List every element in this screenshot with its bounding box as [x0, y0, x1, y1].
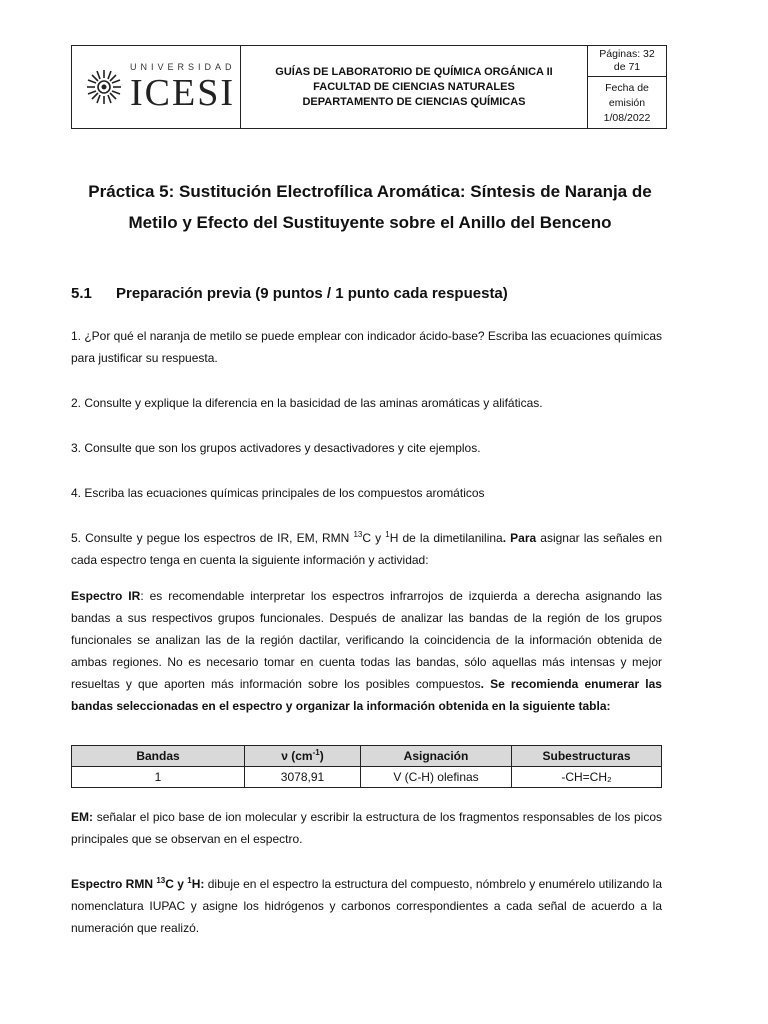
em-paragraph: [71, 806, 662, 850]
document-header: [71, 45, 667, 129]
ir-bold-end: . Se recomienda enumerar las bandas seleccionadas en el espectro y organizar la información obtenida en la siguiente tabla:: [71, 677, 662, 713]
question-4: 4. Escriba las ecuaciones químicas principales de los compuestos aromáticos: [71, 486, 485, 500]
header-meta: [588, 46, 666, 128]
cell-bandas: 1: [72, 767, 245, 788]
q5-text-c: H de la dimetilanilina: [389, 531, 503, 545]
ir-paragraph: [71, 585, 662, 717]
question-3: 3. Consulte que son los grupos activadores y desactivadores y cite ejemplos.: [71, 441, 481, 455]
table-header-row: [72, 746, 662, 767]
university-logo: [72, 46, 241, 128]
ir-text: : es recomendable interpretar los espectros infrarrojos de izquierda a derecha asignando las bandas a sus respectivos grupos funcionales. Después de analizar las bandas de la región de los grupos funcionales se analizan las de la región dactilar, verificando la coincidencia de la información obtenida de ambas regiones. No es necesario tomar en cuenta todas las bandas, sólo aquellas más intensas y mejor resueltas y que aporten más información sobre los posibles compuestos: [71, 589, 663, 691]
section-title: Preparación previa (9 puntos / 1 punto cada respuesta): [116, 285, 508, 302]
rmn-text: dibuje en el espectro la estructura del compuesto, nómbrelo y enumérelo utilizando la nomenclatura IUPAC y asigne los hidrógenos y carbonos correspondientes a cada señal de acuerdo a la numeración que realizó.: [71, 877, 662, 935]
rmn-label-c: H:: [191, 877, 205, 891]
page-count-cell: [588, 46, 666, 77]
logo-icesi-text: ICESI: [130, 71, 235, 114]
rmn-sup-1: 1: [187, 876, 192, 885]
col-subestructuras: Subestructuras: [512, 746, 662, 767]
rmn-label-b: C y: [165, 877, 188, 891]
rmn-label-a: Espectro RMN: [71, 877, 157, 891]
title-line-2: Metilo y Efecto del Sustituyente sobre el Anillo del Benceno: [128, 213, 612, 232]
question-2: 2. Consulte y explique la diferencia en la basicidad de las aminas aromáticas y alifáticas.: [71, 396, 543, 410]
practice-title: [60, 176, 680, 238]
pages-label: Páginas: 32: [599, 48, 655, 60]
q5-text-b: C y: [362, 531, 386, 545]
section-heading: [71, 285, 508, 302]
q5-sup-13: 13: [353, 530, 363, 539]
col-nu-text: ν (cm: [281, 749, 313, 763]
col-nu: [245, 746, 361, 767]
q5-sup-1: 1: [385, 530, 390, 539]
date-label-1: Fecha de: [605, 82, 649, 94]
header-department: DEPARTAMENTO DE CIENCIAS QUÍMICAS: [302, 95, 526, 108]
date-label-2: emisión: [608, 97, 646, 109]
ir-bands-table: [71, 745, 662, 788]
q5-bold: . Para: [502, 531, 537, 545]
rmn-paragraph: [71, 873, 662, 939]
cell-subestructuras: -CH=CH₂: [512, 767, 662, 788]
cell-asignacion: V (C-H) olefinas: [361, 767, 512, 788]
title-line-1: Práctica 5: Sustitución Electrofílica Aromática: Síntesis de Naranja de: [88, 182, 652, 201]
question-5: [71, 527, 662, 571]
table-row: [72, 767, 662, 788]
section-number: 5.1: [71, 285, 92, 302]
cell-nu: 3078,91: [245, 767, 361, 788]
pages-total: de 71: [613, 61, 641, 73]
q5-text-d: asignar las señales en cada espectro tenga en cuenta la siguiente información y actividad:: [71, 531, 662, 567]
logo-university-text: UNIVERSIDAD: [130, 61, 236, 72]
em-label: EM:: [71, 810, 93, 824]
em-text: señalar el pico base de ion molecular y escribir la estructura de los fragmentos responsables de los picos principales que se observan en el espectro.: [71, 810, 662, 846]
header-titles: [241, 46, 588, 128]
col-nu-close: ): [319, 749, 324, 763]
question-1: 1. ¿Por qué el naranja de metilo se puede emplear con indicador ácido-base? Escriba las ecuaciones químicas para justificar su respuesta.: [71, 329, 663, 365]
header-faculty: FACULTAD DE CIENCIAS NATURALES: [313, 80, 515, 93]
issue-date: 1/08/2022: [603, 112, 651, 124]
rmn-label: [71, 877, 204, 891]
issue-date-cell: [588, 77, 666, 128]
col-asignacion: Asignación: [361, 746, 512, 767]
rmn-sup-13: 13: [156, 876, 166, 885]
q5-text-a: 5. Consulte y pegue los espectros de IR, EM, RMN: [71, 531, 354, 545]
header-guide-title: GUÍAS DE LABORATORIO DE QUÍMICA ORGÁNICA II: [275, 65, 553, 78]
col-nu-sup: -1: [312, 748, 320, 757]
seal-icon: [86, 69, 122, 105]
col-bandas: Bandas: [72, 746, 245, 767]
ir-label: Espectro IR: [71, 589, 141, 603]
